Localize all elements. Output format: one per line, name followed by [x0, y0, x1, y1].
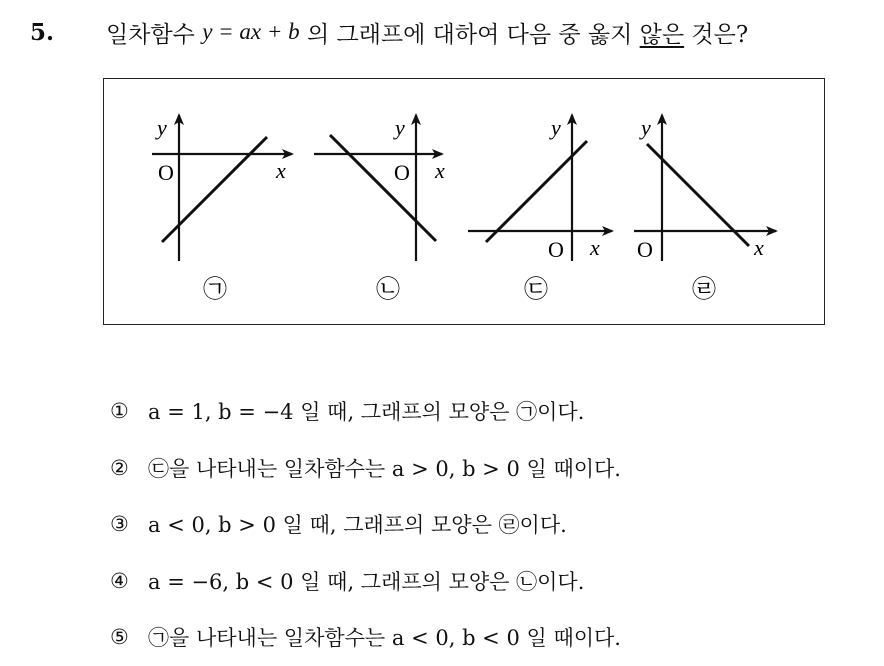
- question-number: 5.: [30, 18, 55, 46]
- answer-choices: [110, 383, 621, 666]
- question-function: y = ax + b: [202, 19, 300, 44]
- choice-5-text: ㉠을 나타내는 일차함수는 a < 0, b < 0 일 때이다.: [148, 626, 621, 651]
- graph-d-label: ㉣: [692, 275, 716, 303]
- question-suffix: 것은?: [691, 21, 749, 48]
- choice-4-text: a = −6, b < 0 일 때, 그래프의 모양은 ㉡이다.: [148, 569, 585, 594]
- question-middle: 의 그래프에 대하여 다음 중 옳지: [306, 21, 633, 48]
- graph-b-y-label: y: [395, 115, 405, 140]
- graph-b-origin: O: [394, 160, 410, 185]
- graph-a-x-label: x: [276, 158, 286, 183]
- question-stem: [30, 12, 748, 52]
- question-prefix: 일차함수: [106, 21, 195, 48]
- graph-c-label: ㉢: [524, 275, 548, 303]
- graph-d: [634, 115, 776, 303]
- graph-b: [314, 115, 445, 303]
- graph-c: [468, 115, 612, 303]
- question-emphasis: 않은: [639, 21, 685, 48]
- graph-d-y-label: y: [641, 115, 651, 140]
- graph-a-line: [162, 137, 267, 242]
- choice-1-text: a = 1, b = −4 일 때, 그래프의 모양은 ㉠이다.: [148, 400, 585, 425]
- graph-a-y-label: y: [157, 115, 167, 140]
- graph-a-label: ㉠: [203, 275, 227, 303]
- choice-3-number: ③: [110, 512, 129, 537]
- choice-1[interactable]: [110, 383, 621, 440]
- graph-a: [152, 115, 292, 303]
- graph-figure: [104, 79, 826, 326]
- choice-3[interactable]: [110, 496, 621, 553]
- graph-b-label: ㉡: [376, 275, 400, 303]
- choice-5[interactable]: [110, 609, 621, 666]
- graph-figure-box: [103, 78, 825, 325]
- graph-c-y-label: y: [551, 115, 561, 140]
- choice-3-text: a < 0, b > 0 일 때, 그래프의 모양은 ㉣이다.: [148, 513, 567, 538]
- graph-d-x-label: x: [754, 235, 764, 260]
- choice-1-number: ①: [110, 399, 129, 424]
- graph-d-origin: O: [637, 237, 653, 262]
- choice-2[interactable]: [110, 440, 621, 497]
- graph-c-origin: O: [548, 237, 564, 262]
- graph-b-line: [330, 135, 436, 241]
- choice-2-text: ㉢을 나타내는 일차함수는 a > 0, b > 0 일 때이다.: [148, 456, 621, 481]
- graph-a-origin: O: [158, 160, 174, 185]
- graph-c-x-label: x: [590, 235, 600, 260]
- choice-4-number: ④: [110, 568, 129, 593]
- choice-4[interactable]: [110, 553, 621, 610]
- graph-b-x-label: x: [435, 158, 445, 183]
- choice-2-number: ②: [110, 455, 129, 480]
- choice-5-number: ⑤: [110, 625, 129, 650]
